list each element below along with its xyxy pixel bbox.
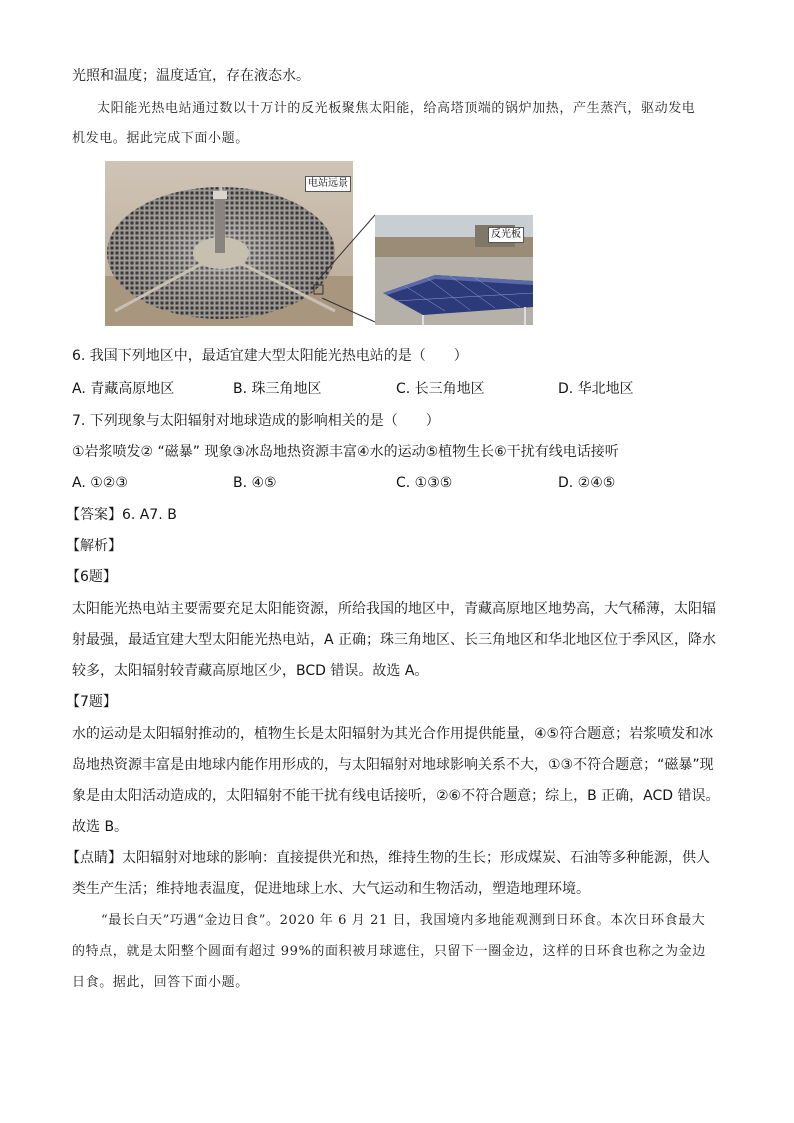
q7-stem: 7. 下列现象与太阳辐射对地球造成的影响相关的是（ ） — [72, 413, 440, 429]
reflector-panel-photo — [375, 215, 533, 325]
section7-line1: 水的运动是太阳辐射推动的，植物生长是太阳辐射为其光合作用提供能量，④⑤符合题意；岩浆喷发和冰 — [72, 726, 714, 742]
passage1-line2: 机发电。据此完成下面小题。 — [72, 131, 249, 146]
passage2-line1: “最长白天”巧遇“金边日食”。2020 年 6 月 21 日，我国境内多地能观测到日环食。本次日环食最大 — [101, 913, 706, 928]
tip-line1: 【点睛】太阳辐射对地球的影响：直接提供光和热，维持生物的生长；形成煤炭、石油等多种能源，供人 — [66, 850, 710, 866]
section7-line2: 岛地热资源丰富是由地球内能作用形成的，与太阳辐射对地球影响关系不大，①③不符合题意；“磁暴”现 — [72, 757, 714, 773]
passage2-line2: 的特点，就是太阳整个圆面有超过 99%的面积被月球遮住，只留下一圈金边，这样的日环食也称之为金边 — [72, 944, 706, 959]
q6-option-a: A. 青藏高原地区 — [72, 381, 175, 397]
power-station-aerial-photo — [105, 161, 353, 326]
section6-line1: 太阳能光热电站主要需要充足太阳能资源，所给我国的地区中，青藏高原地区地势高，大气稀薄，太阳辐 — [72, 601, 716, 617]
passage2-line3: 日食。据此，回答下面小题。 — [72, 975, 249, 990]
section7-heading: 【7题】 — [66, 694, 117, 710]
answer-line: 【答案】6. A7. B — [66, 507, 177, 523]
analysis-heading: 【解析】 — [66, 538, 122, 554]
q6-stem: 6. 我国下列地区中，最适宜建大型太阳能光热电站的是（ ） — [72, 348, 468, 364]
q7-option-d: D. ②④⑤ — [558, 475, 616, 491]
q7-option-c: C. ①③⑤ — [396, 475, 453, 491]
q6-option-b: B. 珠三角地区 — [233, 381, 322, 397]
zoom-connector-lines — [318, 210, 378, 325]
intro-tail-text: 光照和温度；温度适宜，存在液态水。 — [72, 68, 310, 84]
section6-heading: 【6题】 — [66, 569, 117, 585]
section6-line3: 较多，太阳辐射较青藏高原地区少，BCD 错误。故选 A。 — [72, 663, 429, 679]
section7-line4: 故选 B。 — [72, 819, 129, 835]
passage1-line1: 太阳能光热电站通过数以十万计的反光板聚焦太阳能，给高塔顶端的锅炉加热，产生蒸汽，驱动发电 — [97, 101, 696, 116]
q6-option-c: C. 长三角地区 — [396, 381, 485, 397]
tip-line2: 类生产生活；维持地表温度，促进地球上水、大气运动和生物活动，塑造地理环境。 — [72, 881, 590, 897]
section7-line3: 象是由太阳活动造成的，太阳辐射不能干扰有线电话接听，②⑥不符合题意；综上，B 正确，ACD 错误。 — [72, 788, 720, 804]
q7-option-b: B. ④⑤ — [233, 475, 277, 491]
q7-option-a: A. ①②③ — [72, 475, 128, 491]
q7-items: ①岩浆喷发② “磁暴” 现象③冰岛地热资源丰富④水的运动⑤植物生长⑥干扰有线电话接听 — [72, 444, 619, 460]
q6-option-d: D. 华北地区 — [558, 381, 634, 397]
far-view-label: 电站远景 — [305, 176, 351, 192]
reflector-label: 反光板 — [488, 227, 524, 243]
section6-line2: 射最强，最适宜建大型太阳能光热电站，A 正确；珠三角地区、长三角地区和华北地区位于季风区，降水 — [72, 632, 717, 648]
